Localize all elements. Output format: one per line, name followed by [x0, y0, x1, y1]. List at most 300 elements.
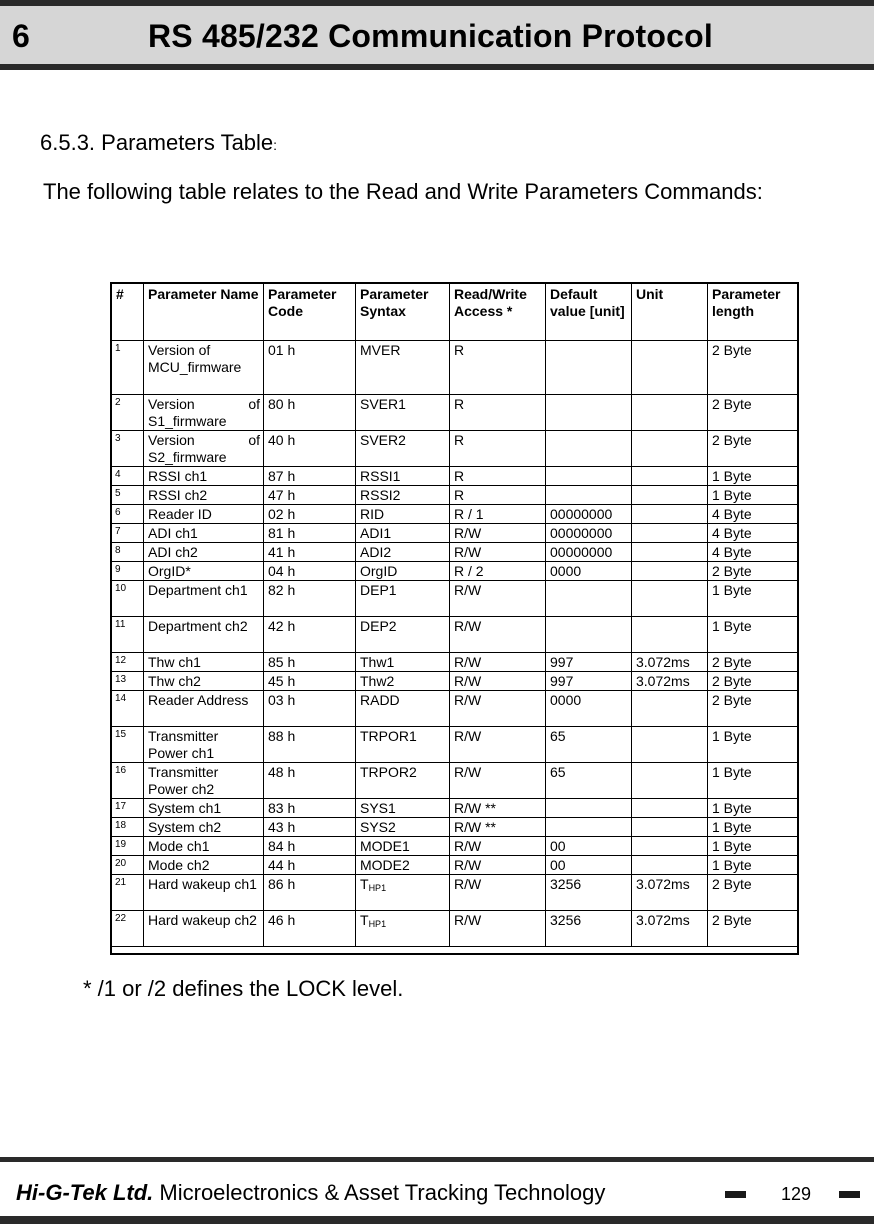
cell-access — [450, 672, 546, 691]
cell-parameter-name-text: Transmitter Power ch2 — [148, 764, 219, 797]
cell-default-value — [546, 799, 632, 818]
cell-access-text: R/W — [454, 692, 482, 708]
cell-parameter-name-text: Thw ch2 — [148, 673, 201, 689]
cell-parameter-syntax — [356, 395, 450, 431]
cell-unit-text: 3.072ms — [636, 673, 690, 689]
cell-unit-text: 3.072ms — [636, 654, 690, 670]
table-row — [112, 837, 799, 856]
cell-access-text: R — [454, 432, 465, 448]
table-row — [112, 691, 799, 727]
cell-unit — [632, 818, 708, 837]
cell-parameter-name — [144, 543, 264, 562]
cell-default-value — [546, 524, 632, 543]
cell-parameter-name-text: Reader Address — [148, 692, 249, 708]
cell-access — [450, 653, 546, 672]
cell-length-text: 1 Byte — [712, 582, 752, 598]
cell-parameter-code — [264, 911, 356, 947]
cell-default-value-text: 0000 — [550, 692, 582, 708]
cell-unit — [632, 395, 708, 431]
cell-parameter-name-text: ADI ch2 — [148, 544, 198, 560]
table-row — [112, 672, 799, 691]
cell-parameter-syntax-text: SYS1 — [360, 800, 396, 816]
cell-access — [450, 431, 546, 467]
cell-length — [708, 653, 799, 672]
cell-default-value — [546, 395, 632, 431]
cell-parameter-name-text: Hard wakeup ch1 — [148, 876, 257, 892]
cell-length-text: 1 Byte — [712, 618, 752, 634]
table-row — [112, 653, 799, 672]
cell-length-text: 1 Byte — [712, 728, 752, 744]
cell-length — [708, 818, 799, 837]
cell-parameter-syntax-text: TRPOR2 — [360, 764, 417, 780]
cell-parameter-syntax-text: DEP2 — [360, 618, 397, 634]
cell-number — [112, 581, 144, 617]
cell-access — [450, 467, 546, 486]
cell-length — [708, 799, 799, 818]
cell-unit — [632, 911, 708, 947]
cell-number-text: 10 — [115, 583, 127, 594]
cell-access-text: R/W — [454, 876, 482, 892]
cell-parameter-code — [264, 818, 356, 837]
cell-length — [708, 486, 799, 505]
table-row — [112, 617, 799, 653]
cell-length — [708, 505, 799, 524]
table-row — [112, 727, 799, 763]
cell-unit — [632, 875, 708, 911]
cell-parameter-syntax — [356, 341, 450, 395]
table-row — [112, 562, 799, 581]
cell-parameter-code-text: 84 h — [268, 838, 296, 854]
cell-parameter-code — [264, 837, 356, 856]
footer-rule-top — [0, 1157, 874, 1162]
cell-parameter-code-text: 44 h — [268, 857, 296, 873]
cell-length — [708, 837, 799, 856]
cell-number-text: 11 — [115, 619, 126, 630]
cell-parameter-syntax — [356, 691, 450, 727]
cell-parameter-code — [264, 856, 356, 875]
cell-parameter-code-text: 04 h — [268, 563, 296, 579]
cell-access — [450, 524, 546, 543]
table-row — [112, 875, 799, 911]
cell-parameter-name-text: Version of MCU_firmware — [148, 342, 242, 375]
cell-parameter-code-text: 42 h — [268, 618, 296, 634]
cell-parameter-code — [264, 727, 356, 763]
cell-number-text: 15 — [115, 729, 127, 740]
cell-parameter-code-text: 41 h — [268, 544, 296, 560]
cell-number — [112, 543, 144, 562]
cell-parameter-syntax — [356, 543, 450, 562]
cell-access — [450, 856, 546, 875]
chapter-header — [0, 6, 874, 64]
cell-parameter-syntax-text: ADI1 — [360, 525, 392, 541]
cell-default-value-text: 00000000 — [550, 544, 613, 560]
cell-default-value — [546, 691, 632, 727]
cell-parameter-code — [264, 562, 356, 581]
cell-parameter-syntax — [356, 653, 450, 672]
cell-unit — [632, 691, 708, 727]
cell-length-text: 1 Byte — [712, 857, 752, 873]
column-header: Unit — [632, 284, 708, 341]
cell-parameter-code-text: 48 h — [268, 764, 296, 780]
cell-parameter-syntax-text: RID — [360, 506, 385, 522]
cell-parameter-code — [264, 672, 356, 691]
cell-parameter-name-text: Version of S2_firmware — [148, 432, 260, 465]
cell-access-text: R/W — [454, 764, 482, 780]
cell-number-text: 7 — [115, 526, 121, 537]
cell-parameter-code-text: 83 h — [268, 800, 296, 816]
cell-parameter-name — [144, 524, 264, 543]
cell-parameter-code-text: 03 h — [268, 692, 296, 708]
cell-parameter-syntax-text: MODE2 — [360, 857, 410, 873]
cell-length-text: 4 Byte — [712, 544, 752, 560]
cell-parameter-code-text: 02 h — [268, 506, 296, 522]
cell-access-text: R/W — [454, 525, 482, 541]
cell-parameter-syntax-text: SVER1 — [360, 396, 406, 412]
cell-parameter-name-text: Hard wakeup ch2 — [148, 912, 257, 928]
header-rule-bottom — [0, 64, 874, 70]
cell-unit — [632, 543, 708, 562]
cell-parameter-name-text: Mode ch1 — [148, 838, 210, 854]
cell-access-text: R/W ** — [454, 819, 496, 835]
cell-default-value — [546, 818, 632, 837]
cell-number — [112, 505, 144, 524]
cell-length-text: 2 Byte — [712, 912, 752, 928]
table-row — [112, 467, 799, 486]
table-row — [112, 581, 799, 617]
syntax-subscript: HP1 — [368, 919, 387, 929]
cell-parameter-code — [264, 875, 356, 911]
cell-parameter-code-text: 80 h — [268, 396, 296, 412]
cell-length — [708, 431, 799, 467]
cell-parameter-code — [264, 524, 356, 543]
cell-parameter-name — [144, 486, 264, 505]
cell-length-text: 2 Byte — [712, 654, 752, 670]
cell-access — [450, 341, 546, 395]
table-row — [112, 395, 799, 431]
cell-number — [112, 467, 144, 486]
cell-unit — [632, 856, 708, 875]
cell-parameter-syntax — [356, 818, 450, 837]
cell-length — [708, 763, 799, 799]
column-header: Parameter Syntax — [356, 284, 450, 341]
cell-length — [708, 727, 799, 763]
cell-length-text: 1 Byte — [712, 800, 752, 816]
cell-length — [708, 672, 799, 691]
cell-number-text: 5 — [115, 488, 121, 499]
cell-number — [112, 524, 144, 543]
cell-parameter-name-text: Reader ID — [148, 506, 212, 522]
cell-parameter-name — [144, 911, 264, 947]
cell-default-value-text: 3256 — [550, 912, 582, 928]
table-row — [112, 505, 799, 524]
cell-parameter-name-text: System ch1 — [148, 800, 222, 816]
cell-default-value — [546, 875, 632, 911]
cell-length — [708, 543, 799, 562]
cell-parameter-code-text: 43 h — [268, 819, 296, 835]
cell-access-text: R/W — [454, 857, 482, 873]
cell-access-text: R/W ** — [454, 800, 496, 816]
cell-default-value-text: 00 — [550, 857, 566, 873]
cell-default-value-text: 3256 — [550, 876, 582, 892]
cell-parameter-syntax — [356, 799, 450, 818]
cell-default-value — [546, 727, 632, 763]
cell-unit-text: 3.072ms — [636, 876, 690, 892]
cell-number — [112, 395, 144, 431]
cell-parameter-code — [264, 653, 356, 672]
cell-default-value — [546, 341, 632, 395]
cell-access — [450, 818, 546, 837]
cell-parameter-code — [264, 486, 356, 505]
cell-length-text: 4 Byte — [712, 525, 752, 541]
cell-access-text: R/W — [454, 582, 482, 598]
cell-length — [708, 562, 799, 581]
cell-default-value — [546, 911, 632, 947]
cell-parameter-name — [144, 341, 264, 395]
cell-length-text: 1 Byte — [712, 764, 752, 780]
cell-length — [708, 875, 799, 911]
cell-number — [112, 653, 144, 672]
column-header: Default value [unit] — [546, 284, 632, 341]
cell-parameter-syntax-text: T — [360, 876, 369, 892]
cell-unit — [632, 486, 708, 505]
cell-number-text: 21 — [115, 877, 127, 888]
cell-parameter-syntax-text: MVER — [360, 342, 401, 358]
cell-parameter-name-text: OrgID* — [148, 563, 191, 579]
cell-default-value — [546, 672, 632, 691]
cell-default-value — [546, 486, 632, 505]
cell-parameter-name — [144, 395, 264, 431]
cell-parameter-syntax — [356, 617, 450, 653]
cell-unit — [632, 562, 708, 581]
cell-unit — [632, 341, 708, 395]
cell-length — [708, 911, 799, 947]
cell-parameter-name — [144, 727, 264, 763]
cell-parameter-syntax — [356, 431, 450, 467]
chapter-number: 6 — [12, 18, 30, 54]
cell-access — [450, 763, 546, 799]
cell-access — [450, 799, 546, 818]
cell-unit — [632, 727, 708, 763]
page-number: 129 — [781, 1184, 812, 1204]
cell-length-text: 2 Byte — [712, 396, 752, 412]
cell-default-value — [546, 543, 632, 562]
cell-parameter-name — [144, 467, 264, 486]
cell-parameter-code-text: 45 h — [268, 673, 296, 689]
cell-unit — [632, 763, 708, 799]
cell-access — [450, 911, 546, 947]
cell-parameter-code — [264, 691, 356, 727]
column-header: Parameter Name — [144, 284, 264, 341]
cell-unit — [632, 524, 708, 543]
cell-parameter-name-text: System ch2 — [148, 819, 222, 835]
cell-default-value-text: 997 — [550, 673, 574, 689]
table-row — [112, 486, 799, 505]
cell-unit — [632, 837, 708, 856]
cell-access — [450, 727, 546, 763]
syntax-subscript: HP1 — [368, 883, 387, 893]
cell-length-text: 1 Byte — [712, 819, 752, 835]
cell-parameter-name-text: Thw ch1 — [148, 654, 201, 670]
cell-default-value — [546, 653, 632, 672]
cell-default-value — [546, 763, 632, 799]
cell-number — [112, 799, 144, 818]
cell-number-text: 6 — [115, 507, 121, 518]
cell-parameter-syntax-text: DEP1 — [360, 582, 397, 598]
cell-parameter-code-text: 82 h — [268, 582, 296, 598]
cell-parameter-name — [144, 691, 264, 727]
cell-number-text: 13 — [115, 674, 127, 685]
cell-parameter-name — [144, 763, 264, 799]
cell-number-text: 14 — [115, 693, 127, 704]
cell-access-text: R/W — [454, 728, 482, 744]
cell-parameter-name — [144, 818, 264, 837]
cell-parameter-syntax-text: MODE1 — [360, 838, 410, 854]
cell-number — [112, 763, 144, 799]
column-header: Parameter Code — [264, 284, 356, 341]
cell-parameter-syntax-text: TRPOR1 — [360, 728, 417, 744]
cell-number — [112, 875, 144, 911]
cell-number — [112, 911, 144, 947]
table-row — [112, 911, 799, 947]
cell-default-value — [546, 856, 632, 875]
cell-parameter-syntax — [356, 763, 450, 799]
cell-parameter-code — [264, 431, 356, 467]
cell-parameter-name — [144, 653, 264, 672]
cell-parameter-syntax — [356, 562, 450, 581]
cell-number-text: 2 — [115, 397, 121, 408]
cell-length-text: 4 Byte — [712, 506, 752, 522]
footnote: * /1 or /2 defines the LOCK level. — [83, 976, 404, 1001]
cell-number — [112, 727, 144, 763]
cell-parameter-name-text: Department ch1 — [148, 582, 248, 598]
cell-parameter-code — [264, 581, 356, 617]
cell-default-value — [546, 505, 632, 524]
cell-length-text: 1 Byte — [712, 487, 752, 503]
footer-text — [16, 1180, 605, 1206]
cell-parameter-syntax — [356, 875, 450, 911]
cell-parameter-code-text: 81 h — [268, 525, 296, 541]
cell-number-text: 1 — [115, 343, 121, 354]
cell-parameter-syntax — [356, 581, 450, 617]
cell-length — [708, 341, 799, 395]
cell-parameter-syntax-text: T — [360, 912, 369, 928]
cell-unit — [632, 467, 708, 486]
cell-parameter-syntax — [356, 672, 450, 691]
table-row — [112, 763, 799, 799]
cell-access — [450, 395, 546, 431]
cell-parameter-name — [144, 856, 264, 875]
section-title — [40, 130, 277, 156]
table-header-row — [112, 284, 799, 341]
cell-length-text: 2 Byte — [712, 432, 752, 448]
cell-default-value-text: 00000000 — [550, 525, 613, 541]
cell-parameter-name-text: Department ch2 — [148, 618, 248, 634]
cell-length — [708, 691, 799, 727]
cell-parameter-syntax — [356, 524, 450, 543]
cell-parameter-syntax — [356, 911, 450, 947]
cell-default-value-text: 0000 — [550, 563, 582, 579]
cell-parameter-name-text: Version of S1_firmware — [148, 396, 260, 429]
cell-access — [450, 581, 546, 617]
cell-parameter-name — [144, 875, 264, 911]
cell-length-text: 1 Byte — [712, 838, 752, 854]
cell-access-text: R / 1 — [454, 506, 484, 522]
cell-access — [450, 691, 546, 727]
cell-parameter-syntax-text: OrgID — [360, 563, 398, 579]
cell-number-text: 20 — [115, 858, 127, 869]
cell-parameter-code — [264, 467, 356, 486]
chapter-title: RS 485/232 Communication Protocol — [148, 18, 713, 54]
page-marker-left — [725, 1191, 746, 1198]
cell-access — [450, 562, 546, 581]
table-row — [112, 524, 799, 543]
section-title-colon: : — [273, 137, 278, 153]
cell-parameter-name — [144, 581, 264, 617]
cell-length — [708, 395, 799, 431]
cell-parameter-syntax-text: Thw1 — [360, 654, 395, 670]
cell-access — [450, 505, 546, 524]
table-row — [112, 543, 799, 562]
cell-access-text: R — [454, 396, 465, 412]
column-header: Read/Write Access * — [450, 284, 546, 341]
cell-parameter-syntax — [356, 505, 450, 524]
cell-unit — [632, 505, 708, 524]
cell-number — [112, 341, 144, 395]
cell-parameter-code-text: 47 h — [268, 487, 296, 503]
cell-unit — [632, 799, 708, 818]
cell-parameter-name — [144, 672, 264, 691]
table-row — [112, 818, 799, 837]
cell-parameter-code — [264, 543, 356, 562]
cell-unit — [632, 431, 708, 467]
cell-parameter-name — [144, 431, 264, 467]
cell-number-text: 17 — [115, 801, 127, 812]
cell-length — [708, 524, 799, 543]
cell-parameter-name — [144, 617, 264, 653]
cell-unit — [632, 672, 708, 691]
cell-number — [112, 672, 144, 691]
cell-parameter-syntax-text: SYS2 — [360, 819, 396, 835]
cell-parameter-code-text: 46 h — [268, 912, 296, 928]
cell-access-text: R — [454, 487, 465, 503]
cell-number — [112, 486, 144, 505]
cell-parameter-name-text: RSSI ch1 — [148, 468, 208, 484]
column-header: # — [112, 284, 144, 341]
cell-access-text: R/W — [454, 912, 482, 928]
cell-number-text: 16 — [115, 765, 127, 776]
cell-parameter-name — [144, 562, 264, 581]
cell-length-text: 2 Byte — [712, 876, 752, 892]
cell-unit — [632, 581, 708, 617]
cell-number-text: 22 — [115, 913, 127, 924]
cell-parameter-syntax — [356, 837, 450, 856]
cell-access-text: R/W — [454, 618, 482, 634]
cell-default-value-text: 997 — [550, 654, 574, 670]
cell-parameter-name-text: RSSI ch2 — [148, 487, 208, 503]
cell-number-text: 4 — [115, 469, 121, 480]
cell-number-text: 9 — [115, 564, 121, 575]
cell-number — [112, 691, 144, 727]
cell-parameter-code — [264, 395, 356, 431]
cell-parameter-name-text: Mode ch2 — [148, 857, 210, 873]
cell-parameter-syntax — [356, 486, 450, 505]
cell-parameter-name-text: Transmitter Power ch1 — [148, 728, 219, 761]
cell-number-text: 19 — [115, 839, 127, 850]
cell-access-text: R/W — [454, 838, 482, 854]
table-row — [112, 799, 799, 818]
cell-parameter-name-text: ADI ch1 — [148, 525, 198, 541]
company-name: Hi-G-Tek Ltd. — [16, 1180, 154, 1205]
